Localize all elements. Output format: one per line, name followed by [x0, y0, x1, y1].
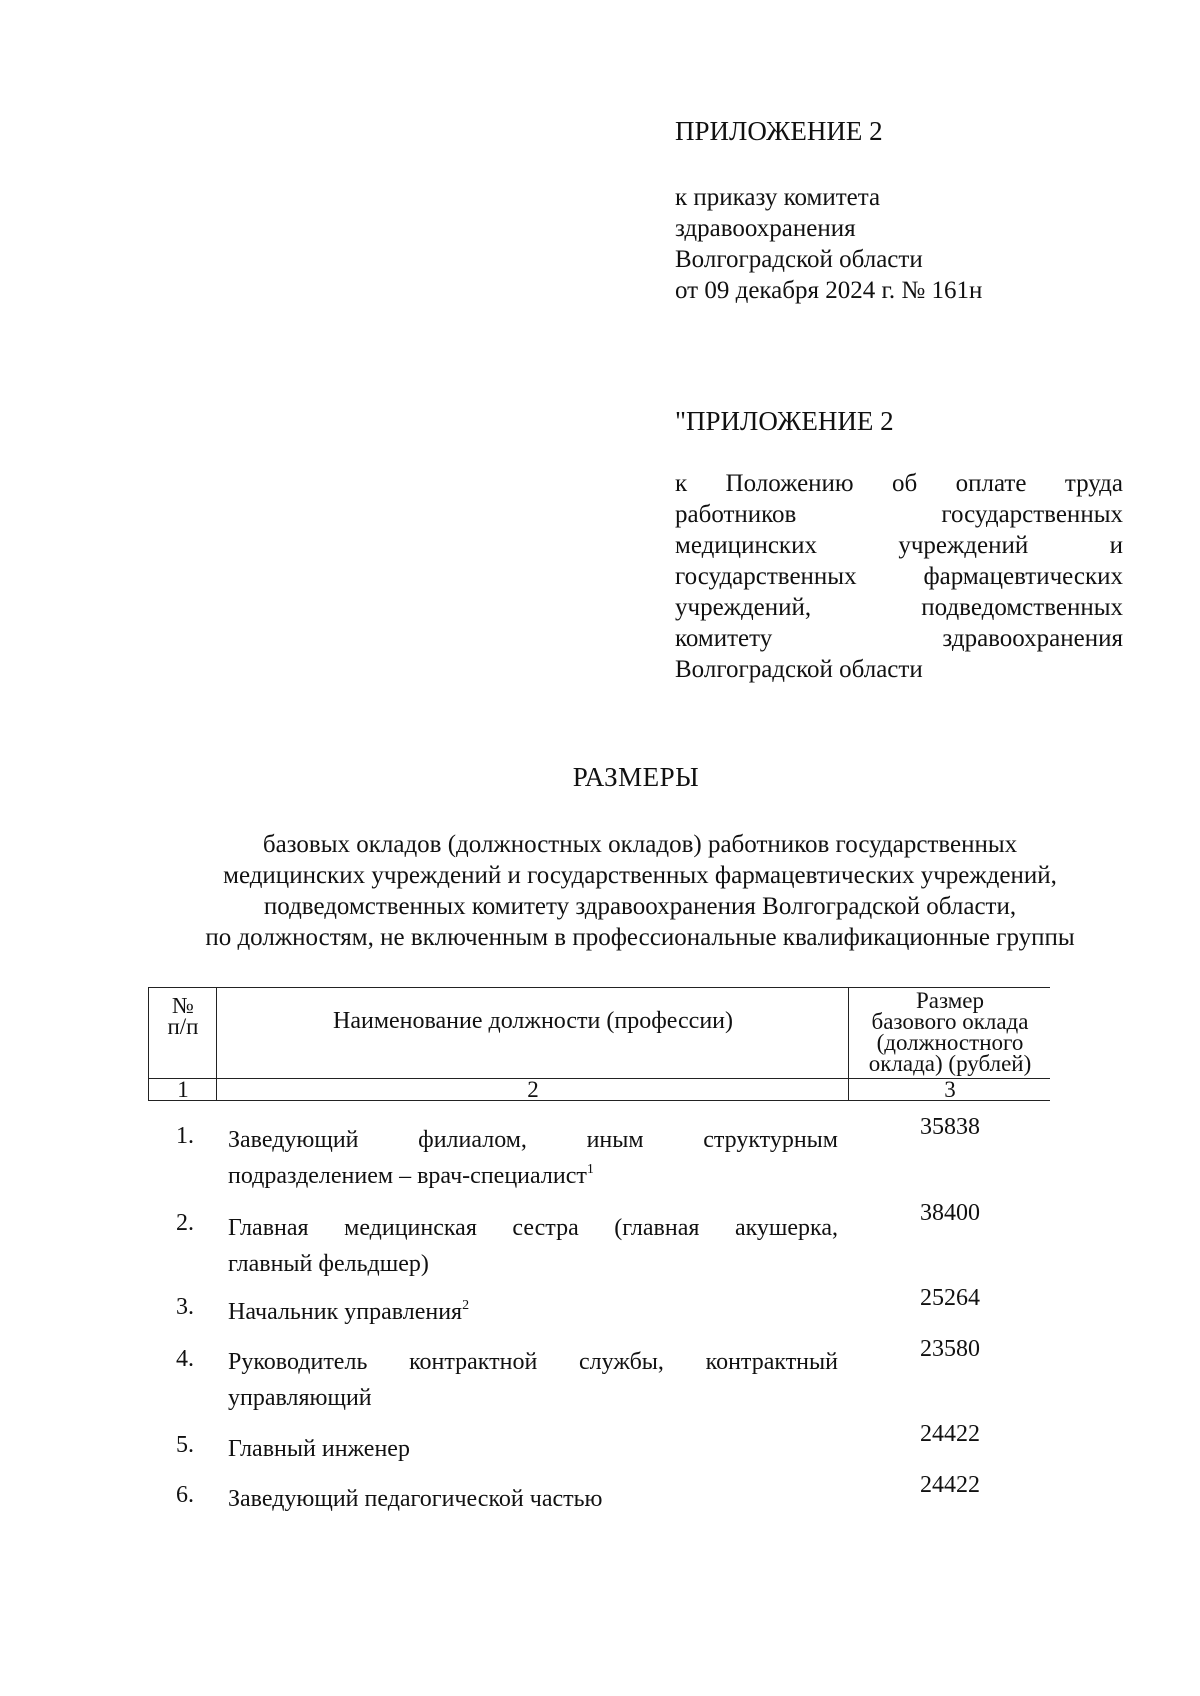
- row-number: 6.: [176, 1482, 194, 1508]
- header-num: № п/п: [167, 993, 199, 1039]
- appendix2-ref-line: государственных фармацевтических: [675, 563, 1123, 590]
- row-number: 1.: [176, 1123, 194, 1149]
- appendix2-ref-line: к Положению об оплате труда: [675, 470, 1123, 497]
- appendix2-ref-line: работников государственных: [675, 501, 1123, 528]
- appendix2-ref-line: медицинских учреждений и: [675, 532, 1123, 559]
- appendix-title: ПРИЛОЖЕНИЕ 2: [675, 116, 883, 146]
- appendix-ref-line: к приказу комитета: [675, 184, 881, 211]
- header-name: Наименование должности (профессии): [332, 1008, 734, 1034]
- row-position-name: Руководитель контрактной службы, контрактный управляющий: [228, 1349, 838, 1411]
- document-subtitle: [140, 829, 1140, 953]
- document-title: РАЗМЕРЫ: [572, 762, 700, 792]
- row-position-name: Главный инженер: [228, 1436, 410, 1462]
- appendix2-reference: [675, 468, 1123, 685]
- appendix-ref-line: здравоохранения: [675, 215, 856, 242]
- row-salary: 24422: [920, 1472, 980, 1498]
- footnote-mark: 2: [462, 1298, 470, 1313]
- col-number: 2: [527, 1077, 539, 1102]
- row-position-name: Заведующий филиалом, иным структурным подразделением – врач-специалист$^1$: [228, 1127, 838, 1189]
- row-salary: 24422: [920, 1421, 980, 1447]
- appendix2-title: "ПРИЛОЖЕНИЕ 2: [675, 406, 894, 436]
- table-left-border: [148, 987, 149, 1101]
- row-salary: 23580: [920, 1336, 980, 1362]
- table-numbers-rule: [148, 1100, 1050, 1101]
- appendix-ref-line: Волгоградской области: [675, 246, 923, 273]
- appendix2-ref-line: учреждений, подведомственных: [675, 594, 1123, 621]
- row-number: 3.: [176, 1294, 194, 1320]
- row-position-name: Начальник управления$^2$: [228, 1298, 470, 1325]
- row-number: 5.: [176, 1432, 194, 1458]
- header-salary: Размер базового оклада (должностного оклада) (рублей): [868, 988, 1032, 1076]
- appendix-reference: [675, 182, 982, 306]
- row-position-name: Главная медицинская сестра (главная акушерка, главный фельдшер): [228, 1215, 838, 1277]
- footnote-mark: 1: [586, 1162, 594, 1177]
- appendix-ref-line: от 09 декабря 2024 г. № 161н: [675, 277, 983, 304]
- table-col-divider: [848, 987, 849, 1101]
- row-position-name: Заведующий педагогической частью: [228, 1486, 603, 1512]
- row-number: 2.: [176, 1210, 194, 1236]
- table-top-rule: [148, 987, 1050, 988]
- subtitle-line: подведомственных комитету здравоохранения Волгоградской области,: [263, 893, 1017, 920]
- col-number: 1: [177, 1077, 189, 1102]
- row-salary: 25264: [920, 1285, 980, 1311]
- row-number: 4.: [176, 1346, 194, 1372]
- table-col-divider: [216, 987, 217, 1101]
- row-salary: 35838: [920, 1114, 980, 1140]
- appendix2-ref-line: Волгоградской области: [675, 656, 923, 683]
- appendix2-ref-line: комитету здравоохранения: [675, 625, 1123, 652]
- col-number: 3: [944, 1077, 956, 1102]
- subtitle-line: медицинских учреждений и государственных фармацевтических учреждений,: [223, 862, 1057, 889]
- subtitle-line: базовых окладов (должностных окладов) работников государственных: [262, 831, 1018, 858]
- row-salary: 38400: [920, 1200, 980, 1226]
- subtitle-line: по должностям, не включенным в профессиональные квалификационные группы: [205, 924, 1075, 951]
